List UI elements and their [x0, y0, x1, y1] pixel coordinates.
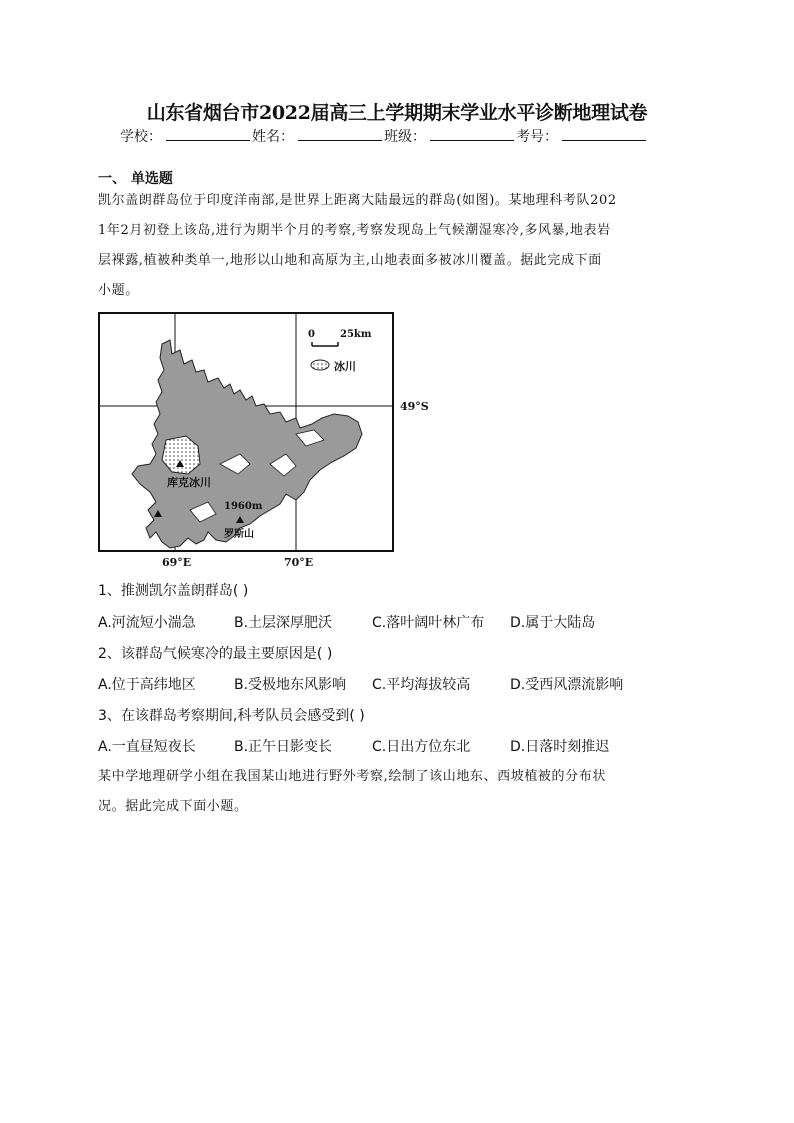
school-blank[interactable]: [166, 126, 250, 141]
exam-number-blank[interactable]: [562, 126, 646, 141]
name-blank[interactable]: [298, 126, 382, 141]
option-b[interactable]: B.土层深厚肥沃: [234, 615, 333, 631]
question-2-options: [98, 674, 623, 694]
map-svg: [100, 314, 392, 550]
option-b[interactable]: B.受极地东风影响: [234, 677, 347, 693]
option-d[interactable]: D.日落时刻推迟: [510, 739, 610, 755]
section-heading: 一、 单选题: [98, 171, 173, 187]
intro-paragraph-2: [98, 762, 698, 822]
question-3-options: [98, 736, 609, 756]
scale-label: 25km: [340, 329, 372, 340]
class-label: 班级：: [384, 129, 426, 145]
option-d[interactable]: D.属于大陆岛: [510, 615, 596, 631]
question-1-options: [98, 612, 595, 632]
option-b[interactable]: B.正午日影变长: [234, 739, 333, 755]
question-1-stem: 1、推测凯尔盖朗群岛( ): [98, 583, 249, 599]
intro2-line: 况。据此完成下面小题。: [98, 799, 248, 814]
question-3-stem: 3、在该群岛考察期间,科考队员会感受到( ): [98, 708, 365, 724]
longitude-70-label: 70°E: [284, 556, 314, 569]
exam-number-label: 考号：: [516, 129, 558, 145]
legend-glacier-icon: [311, 360, 329, 370]
option-a[interactable]: A.位于高纬地区: [98, 677, 196, 693]
latitude-label: 49°S: [400, 400, 429, 413]
option-a[interactable]: A.河流短小湍急: [98, 615, 196, 631]
option-a[interactable]: A.一直昼短夜长: [98, 739, 196, 755]
intro1-line: 1年2月初登上该岛,进行为期半个月的考察,考察发现岛上气候潮湿寒冷,多风暴,地表岩: [98, 223, 611, 238]
intro-paragraph-1: [98, 186, 698, 306]
legend-glacier-label: 冰川: [334, 360, 356, 373]
name-label: 姓名：: [252, 129, 294, 145]
school-label: 学校：: [120, 129, 162, 145]
intro1-line: 层裸露,植被种类单一,地形以山地和高原为主,山地表面多被冰川覆盖。据此完成下面: [98, 253, 602, 268]
intro2-line: 某中学地理研学小组在我国某山地进行野外考察,绘制了该山地东、西坡植被的分布状: [98, 769, 606, 784]
class-blank[interactable]: [430, 126, 514, 141]
scale-zero: 0: [308, 329, 315, 340]
intro1-line: 小题。: [98, 283, 139, 298]
peak-elevation: 1960m: [224, 501, 263, 512]
option-c[interactable]: C.平均海拔较高: [372, 677, 471, 693]
kerguelen-map: [98, 312, 394, 552]
question-2-stem: 2、该群岛气候寒冷的最主要原因是( ): [98, 646, 333, 662]
longitude-69-label: 69°E: [162, 556, 192, 569]
page-title: 山东省烟台市2022届高三上学期期末学业水平诊断地理试卷: [146, 102, 648, 124]
option-d[interactable]: D.受西风漂流影响: [510, 677, 624, 693]
student-info-line: [120, 126, 648, 146]
option-c[interactable]: C.落叶阔叶林广布: [372, 615, 485, 631]
peak-name: 罗斯山: [224, 529, 254, 540]
glacier-name: 库克冰川: [167, 476, 211, 489]
option-c[interactable]: C.日出方位东北: [372, 739, 471, 755]
intro1-line: 凯尔盖朗群岛位于印度洋南部,是世界上距离大陆最远的群岛(如图)。某地理科考队202: [98, 193, 617, 208]
